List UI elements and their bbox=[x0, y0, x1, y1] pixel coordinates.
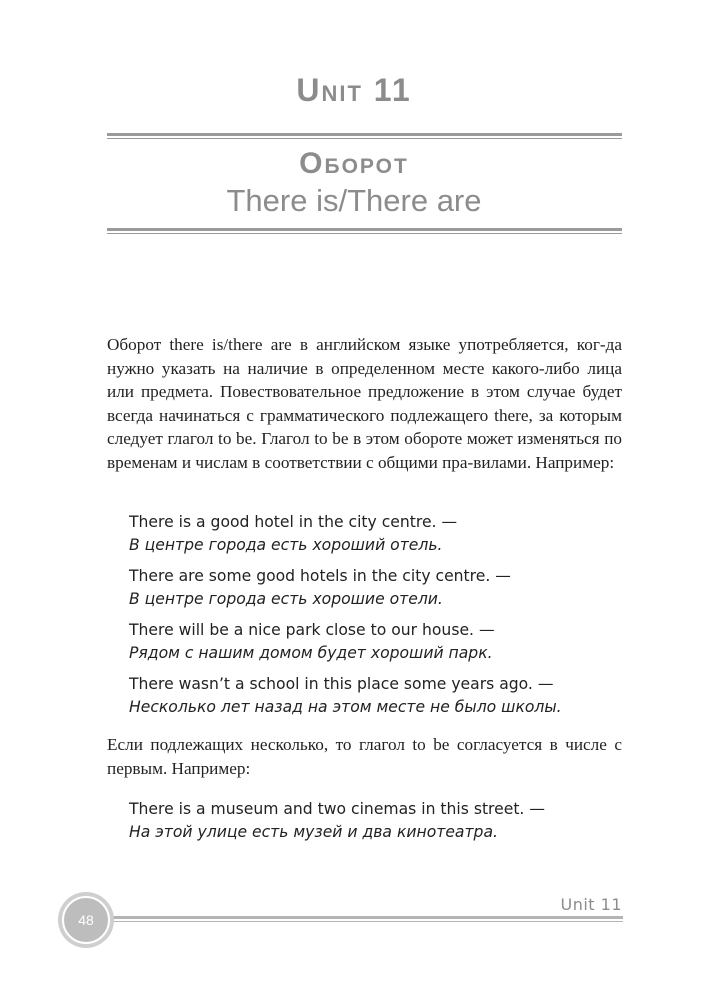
example-3 bbox=[129, 619, 622, 665]
example-1 bbox=[129, 511, 622, 557]
example-2-translation: В центре города есть хорошие отели. bbox=[129, 590, 443, 608]
example-4-translation: Несколько лет назад на этом месте не было школы. bbox=[129, 698, 562, 716]
example-2 bbox=[129, 565, 622, 611]
running-head: Unit 11 bbox=[560, 895, 622, 914]
example-5 bbox=[129, 798, 622, 844]
heading-rule-bottom bbox=[107, 228, 622, 234]
chapter-title-line1: Оборот bbox=[299, 147, 409, 180]
example-1-english: There is a good hotel in the city centre. — bbox=[129, 513, 458, 531]
note-paragraph: Если подлежащих несколько, то глагол to be согласуется в числе с первым. Например: bbox=[107, 735, 622, 778]
example-3-english: There will be a nice park close to our house. — bbox=[129, 621, 495, 639]
example-1-translation: В центре города есть хороший отель. bbox=[129, 536, 443, 554]
example-4-english: There wasn’t a school in this place some years ago. — bbox=[129, 675, 554, 693]
heading-rule-top bbox=[107, 133, 622, 139]
example-5-translation: На этой улице есть музей и два кинотеатра. bbox=[129, 823, 498, 841]
page-number-badge bbox=[58, 892, 114, 948]
chapter-title-line2: There is/There are bbox=[226, 183, 482, 218]
example-5-english: There is a museum and two cinemas in this street. — bbox=[129, 800, 545, 818]
example-2-english: There are some good hotels in the city centre. — bbox=[129, 567, 511, 585]
chapter-heading bbox=[0, 145, 708, 219]
example-4 bbox=[129, 673, 622, 719]
footer-rule bbox=[110, 916, 623, 922]
intro-paragraph: Оборот there is/there are в английском языке употребляется, ког-да нужно указать на наличие в определенном месте какого-либо лица или предмета. Повествовательное предложение в этом случае будет всегда начинаться с грамматического подлежащего there, за которым следует глагол to be. Глагол to be в этом обороте может изменяться по временам и числам в соответствии с общими пра-вилами. Например: bbox=[107, 335, 622, 472]
page-number: 48 bbox=[62, 896, 110, 944]
unit-title: Unit 11 bbox=[296, 72, 412, 108]
example-3-translation: Рядом с нашим домом будет хороший парк. bbox=[129, 644, 493, 662]
